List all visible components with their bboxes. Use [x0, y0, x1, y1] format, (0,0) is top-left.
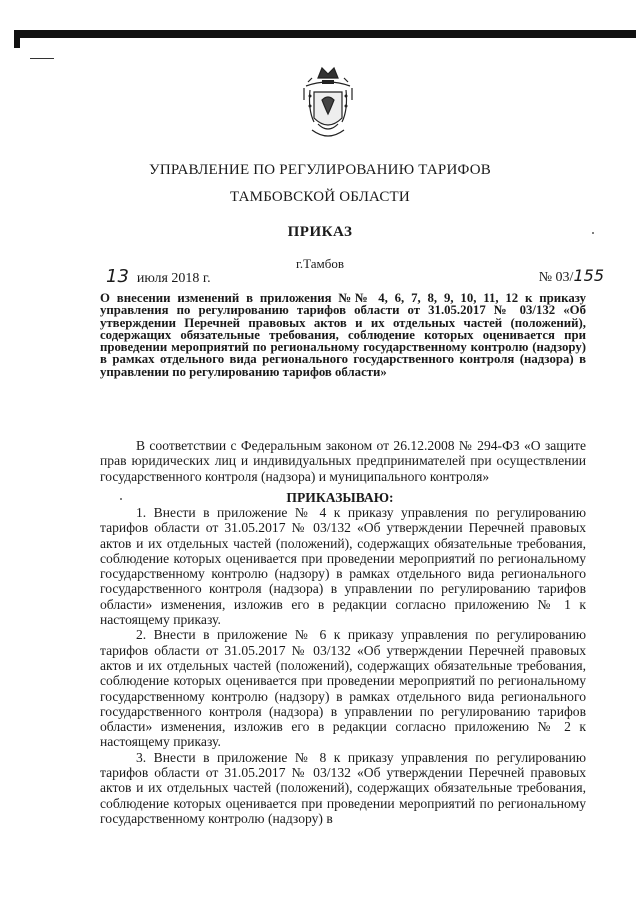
order-items	[100, 505, 586, 826]
order-item: 3. Внести в приложение № 8 к приказу управления по регулированию тарифов области от 31.05.2017 № 03/132 «Об утверждении Перечней правовых актов и их отдельных частей (положений), содержащих обязательные требования, соблюдение которых оценивается при проведении мероприятий по региональному государственному контролю (надзору) в	[100, 749, 586, 826]
order-item: 1. Внести в приложение № 4 к приказу управления по регулированию тарифов области от 31.05.2017 № 03/132 «Об утверждении Перечней правовых актов и их отдельных частей (положений), содержащих обязательные требования, соблюдение которых оценивается при проведении мероприятий по региональному государственному контролю (надзору) в рамках отдельного вида регионального государственного контроля (надзора) в управлении по регулированию тарифов области» изменения, изложив его в редакции согласно приложению № 1 к настоящему приказу.	[100, 505, 586, 628]
agency-name-line1: УПРАВЛЕНИЕ ПО РЕГУЛИРОВАНИЮ ТАРИФОВ	[149, 162, 491, 178]
order-directive-label: ПРИКАЗЫВАЮ:	[286, 490, 394, 505]
order-date	[106, 266, 211, 287]
date-month-year: июля 2018 г.	[136, 271, 211, 286]
order-number-prefix: № 03/	[538, 270, 574, 285]
agency-name-line2: ТАМБОВСКОЙ ОБЛАСТИ	[230, 189, 410, 205]
scan-border-corner	[14, 30, 20, 48]
handwritten-number: 155	[573, 266, 604, 285]
city-label: г.Тамбов	[296, 256, 344, 271]
order-number	[539, 266, 604, 286]
order-subject: О внесении изменений в приложения №№ 4, 6, 7, 8, 9, 10, 11, 12 к приказу управления по регулированию тарифов области от 31.05.2017 № 03/132 «Об утверждении Перечней правовых актов и их отдельных частей (положений), содержащих обязательные требования, соблюдение которых оценивается при проведении мероприятий по региональному государственному контролю (надзору) в рамках отдельного вида регионального государственного контроля (надзора) в управлении по регулированию тарифов области»	[100, 291, 586, 379]
preamble-paragraph: В соответствии с Федеральным законом от 26.12.2008 № 294-ФЗ «О защите прав юридических лиц и индивидуальных предпринимателей при осуществлении государственного контроля (надзора) и муниципального контроля»	[100, 438, 586, 484]
scan-mark	[30, 58, 54, 59]
order-item: 2. Внести в приложение № 6 к приказу управления по регулированию тарифов области от 31.05.2017 № 03/132 «Об утверждении Перечней правовых актов и их отдельных частей (положений), содержащих обязательные требования, соблюдение которых оценивается при проведении мероприятий по региональному государственному контролю (надзору) в рамках отдельного вида регионального государственного контроля (надзора) в управлении по регулированию тарифов области» изменения, изложив его в редакции согласно приложению № 2 к настоящему приказу.	[100, 627, 586, 750]
handwritten-day: 13	[106, 266, 129, 287]
coat-of-arms-emblem	[296, 60, 360, 148]
document-type-title: ПРИКАЗ	[287, 224, 353, 240]
scan-border-top	[14, 30, 636, 38]
